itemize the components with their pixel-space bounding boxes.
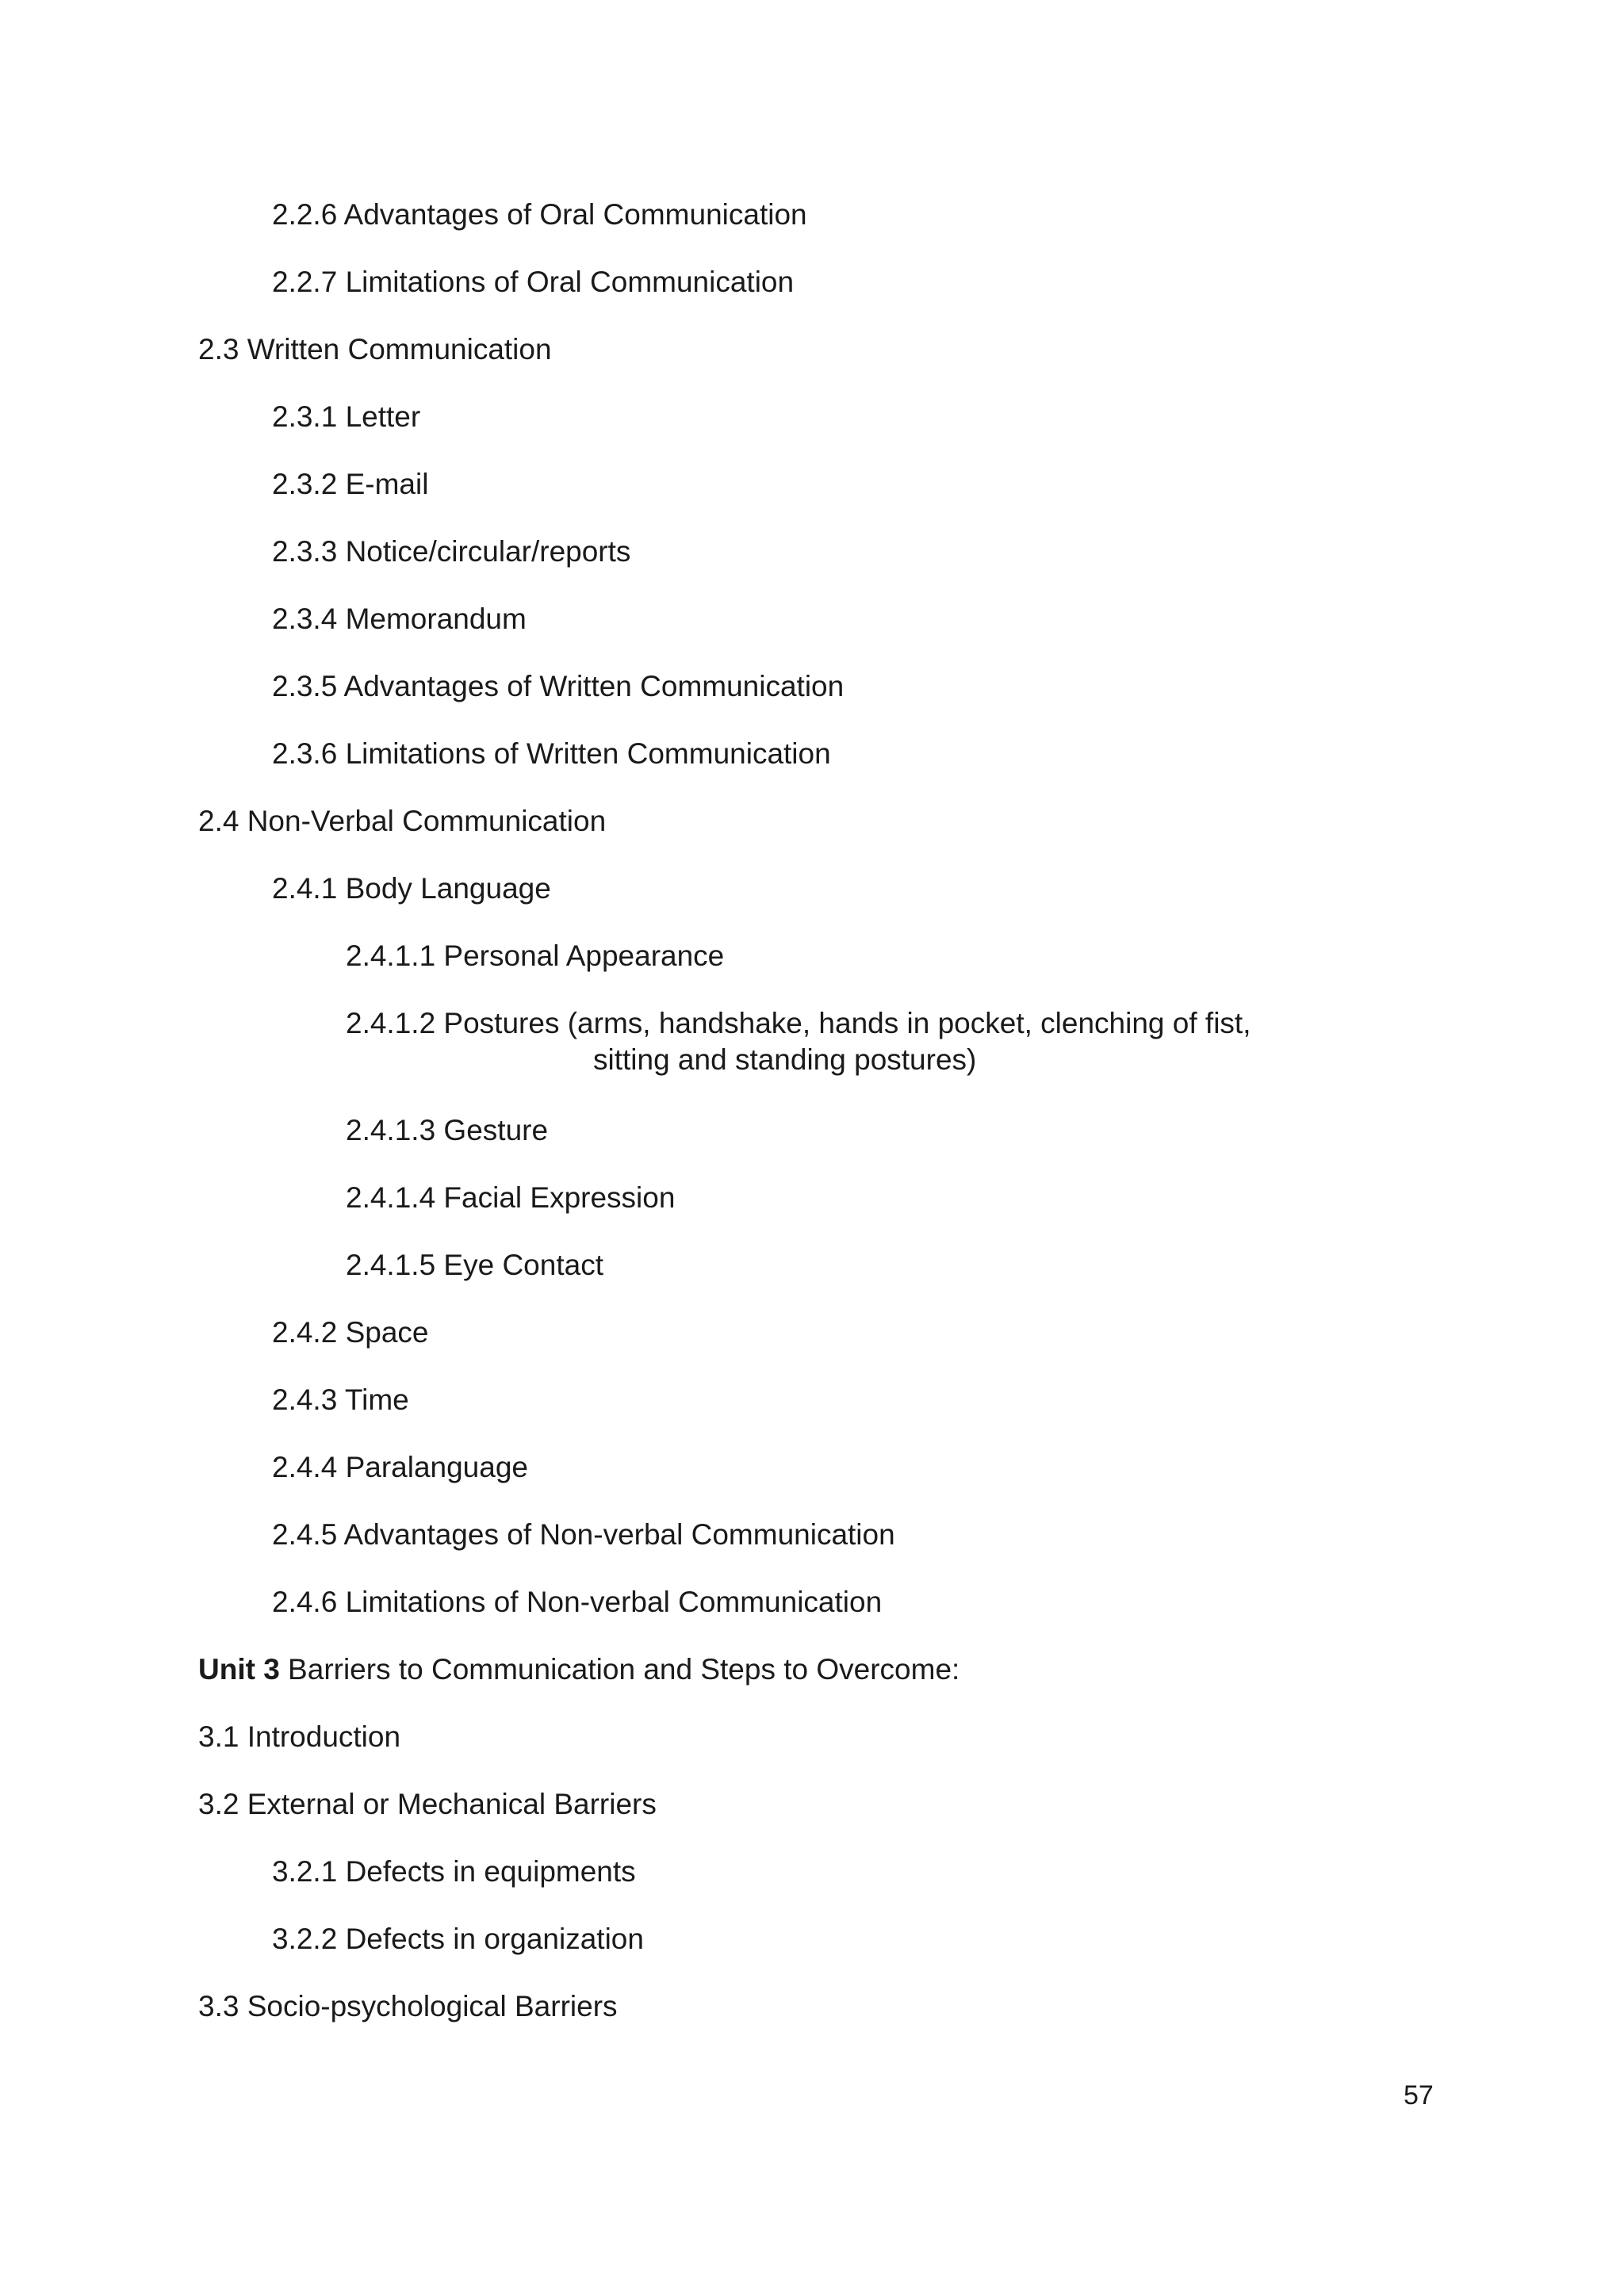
- toc-entry-2-4-1-4: 2.4.1.4 Facial Expression: [346, 1181, 676, 1214]
- toc-entry-2-2-6: 2.2.6 Advantages of Oral Communication: [272, 198, 807, 231]
- toc-entry-2-3-2: 2.3.2 E-mail: [272, 468, 429, 500]
- toc-entry-2-4-1: 2.4.1 Body Language: [272, 872, 551, 905]
- toc-entry-2-3-3: 2.3.3 Notice/circular/reports: [272, 535, 631, 568]
- toc-entry-2-2-7: 2.2.7 Limitations of Oral Communication: [272, 266, 795, 298]
- toc-entry-2-4-6: 2.4.6 Limitations of Non-verbal Communication: [272, 1586, 883, 1618]
- toc-entry-2-3: 2.3 Written Communication: [198, 333, 552, 365]
- toc-entry-continuation: sitting and standing postures): [593, 1043, 977, 1076]
- toc-entry-2-4-1-2: 2.4.1.2 Postures (arms, handshake, hands in pocket, clenching of fist, sitting and standing postures): [346, 1005, 1251, 1078]
- toc-entry-2-4: 2.4 Non-Verbal Communication: [198, 805, 607, 837]
- unit-label: Unit 3: [198, 1653, 280, 1686]
- toc-entry-3-2: 3.2 External or Mechanical Barriers: [198, 1788, 657, 1820]
- toc-entry-3-3: 3.3 Socio-psychological Barriers: [198, 1990, 618, 2022]
- toc-entry-2-3-4: 2.3.4 Memorandum: [272, 603, 527, 635]
- toc-entry-3-2-2: 3.2.2 Defects in organization: [272, 1923, 644, 1955]
- toc-entry-2-4-2: 2.4.2 Space: [272, 1316, 429, 1349]
- toc-entry-unit-3: Unit 3 Barriers to Communication and Steps to Overcome:: [198, 1653, 960, 1686]
- toc-entry-2-4-4: 2.4.4 Paralanguage: [272, 1451, 528, 1483]
- toc-entry-2-3-1: 2.3.1 Letter: [272, 400, 421, 433]
- toc-entry-3-1: 3.1 Introduction: [198, 1720, 401, 1753]
- toc-entry-2-4-1-5: 2.4.1.5 Eye Contact: [346, 1249, 603, 1281]
- toc-entry-2-4-3: 2.4.3 Time: [272, 1383, 409, 1416]
- toc-entry-2-3-6: 2.3.6 Limitations of Written Communication: [272, 737, 831, 770]
- toc-entry-2-4-1-1: 2.4.1.1 Personal Appearance: [346, 939, 725, 972]
- page-number: 57: [1404, 2080, 1434, 2110]
- toc-entry-2-3-5: 2.3.5 Advantages of Written Communication: [272, 670, 845, 702]
- toc-entry-2-4-1-3: 2.4.1.3 Gesture: [346, 1114, 549, 1146]
- toc-entry-2-4-5: 2.4.5 Advantages of Non-verbal Communication: [272, 1518, 895, 1551]
- toc-entry-3-2-1: 3.2.1 Defects in equipments: [272, 1855, 636, 1888]
